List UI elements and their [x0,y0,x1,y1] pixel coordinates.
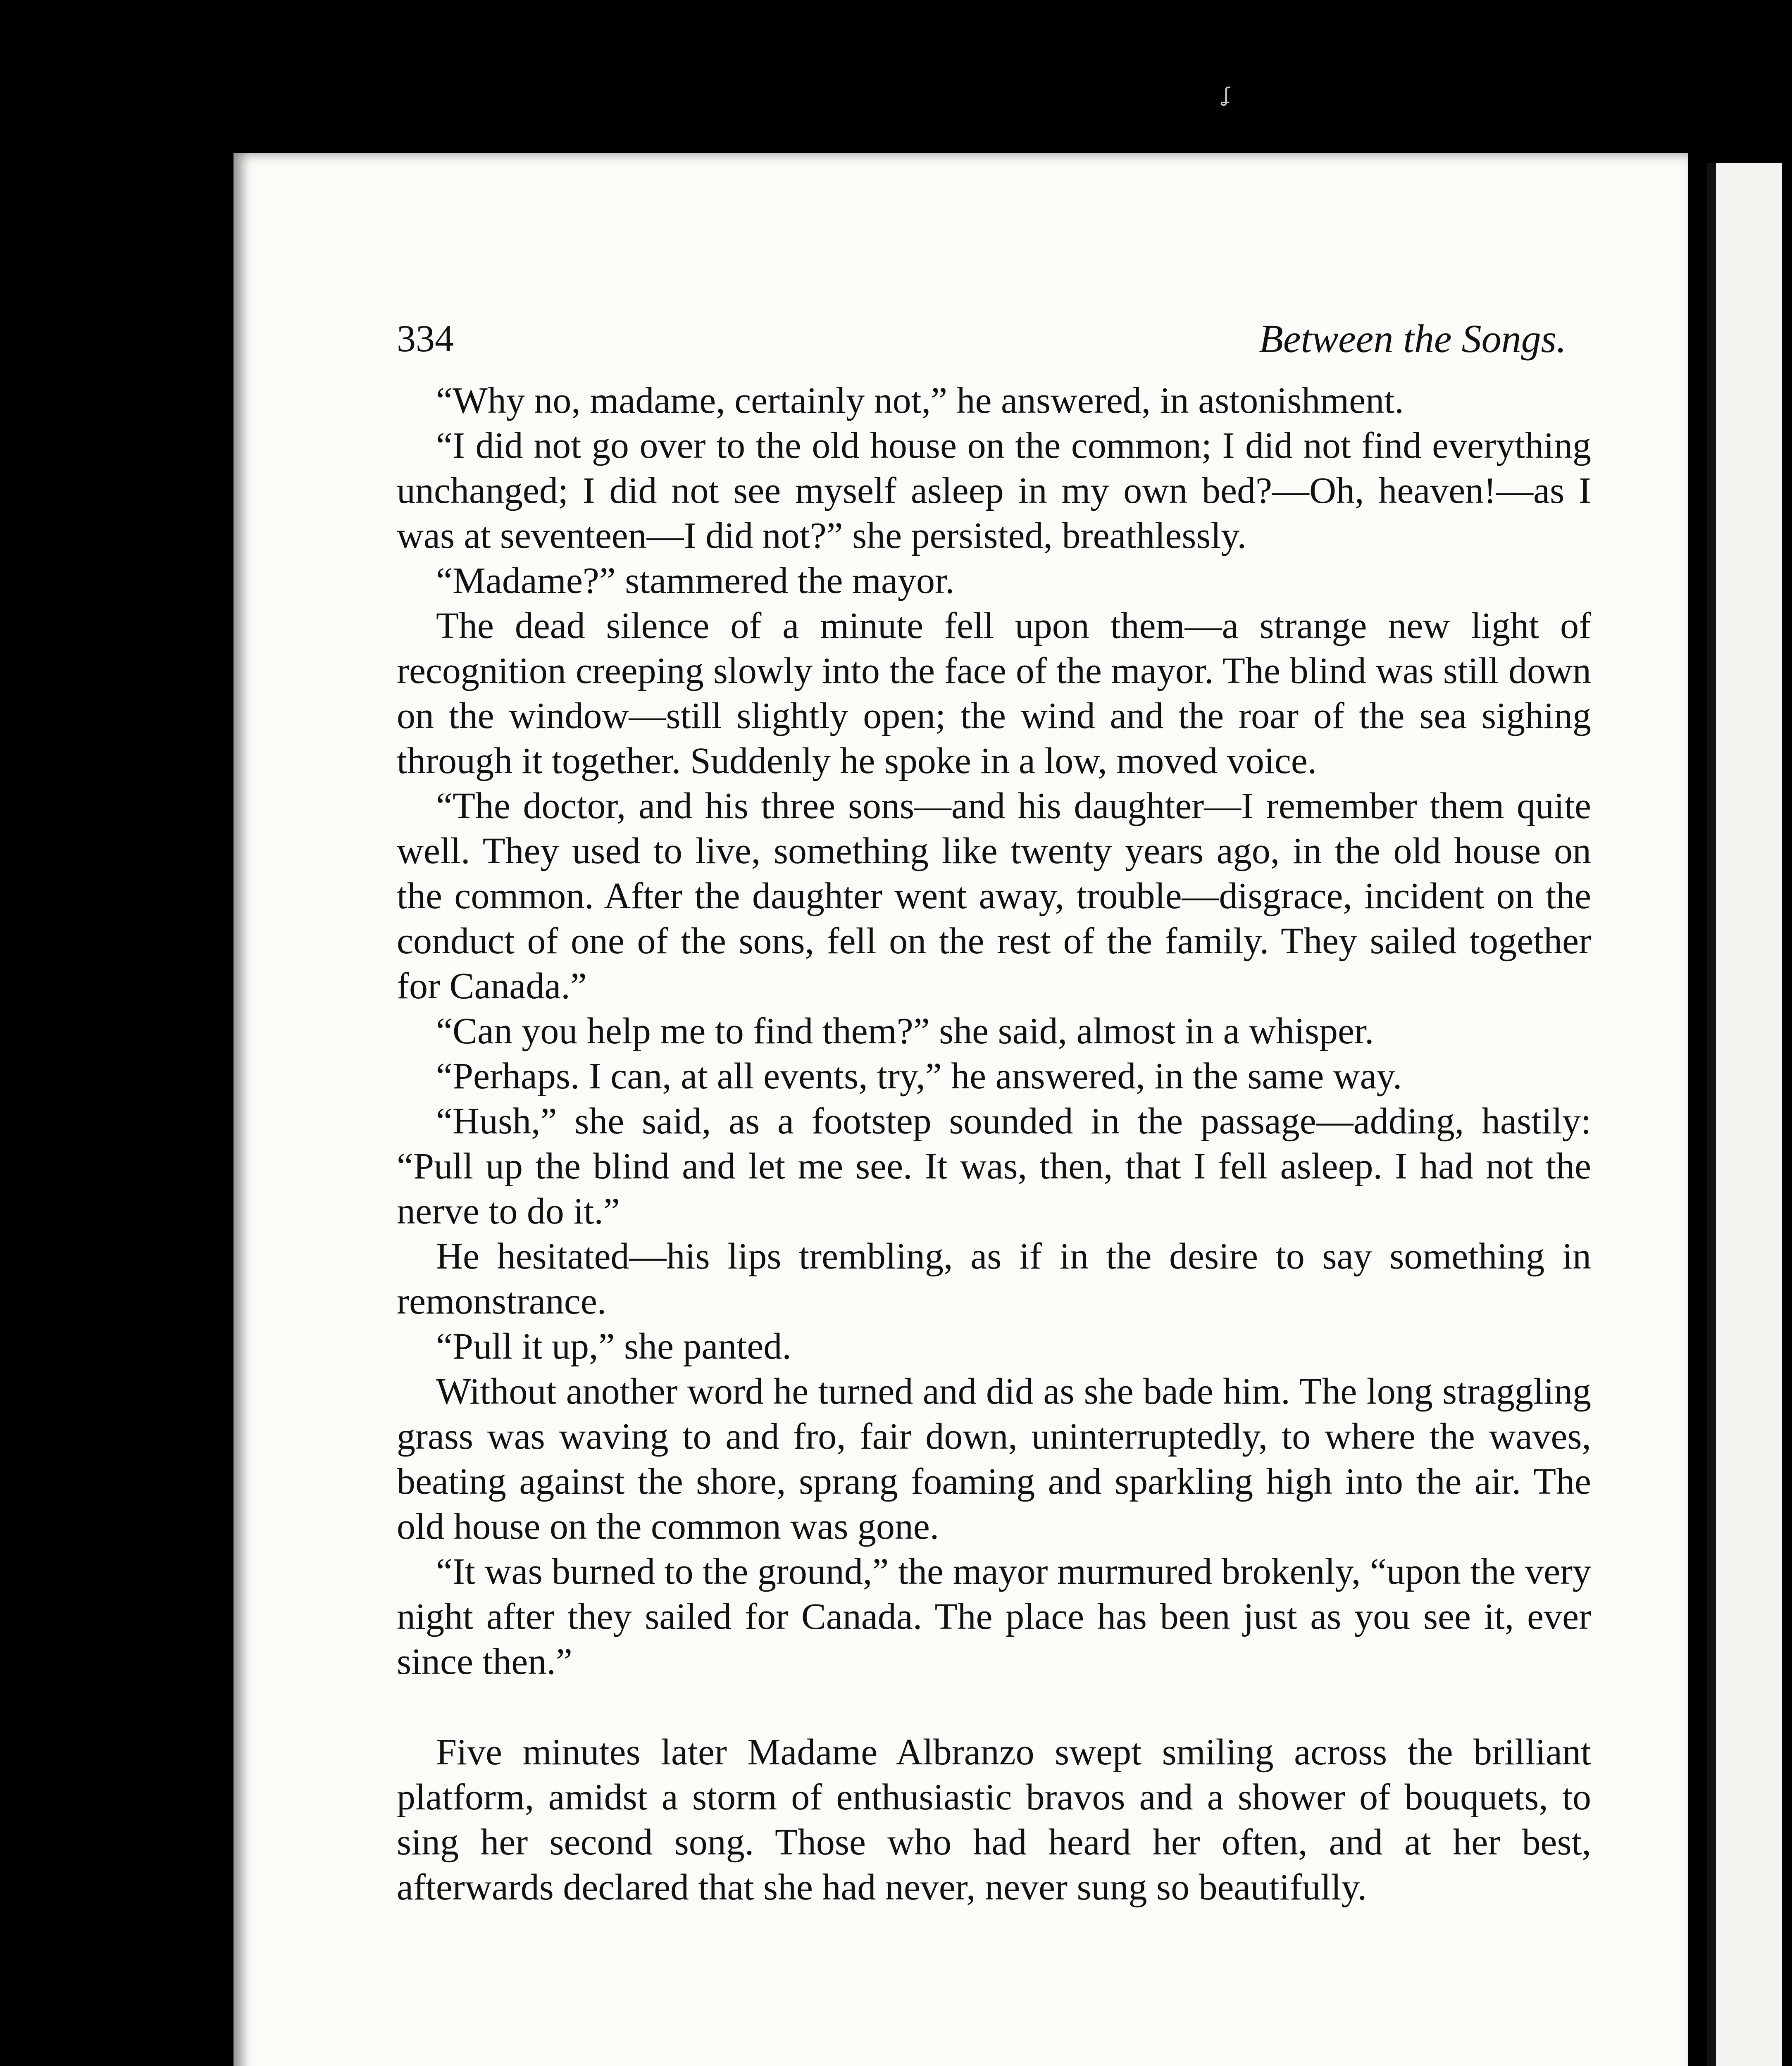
paragraph: “It was burned to the ground,” the mayor murmured brokenly, “upon the very night after they sailed for Canada. The place has been just as you see it, ever since then.” [397,1551,1591,1682]
paragraph: “Madame?” stammered the mayor. [436,560,955,601]
page-header [397,316,1591,378]
paragraph: “Can you help me to find them?” she said, almost in a whisper. [436,1011,1374,1052]
next-page-edge [1707,163,1782,2066]
page-text-block [397,316,1591,1910]
final-paragraph: Five minutes later Madame Albranzo swept smiling across the brilliant platform, amidst a storm of enthusiastic bravos and a shower of bouquets, to sing her second song. Those who had heard her often, and at her best, afterwards declared that she had never, never sung so beautifully. [397,1732,1591,1908]
running-title: Between the Songs. [1259,317,1566,361]
paragraph: “Pull it up,” she panted. [436,1326,791,1367]
paragraph: “I did not go over to the old house on the common; I did not find everything unchanged; I did not see myself asleep in my own bed?—Oh, heaven!—as I was at seventeen—I did not?” she persisted, breathlessly. [397,425,1591,556]
paragraph: He hesitated—his lips trembling, as if in the desire to say something in remonstrance. [397,1236,1591,1322]
book-page [234,153,1688,2066]
section-gap [397,1684,1591,1730]
page-number: 334 [397,317,454,359]
paragraph: Without another word he turned and did as she bade him. The long straggling grass was waving to and fro, fair down, uninterruptedly, to where the waves, beating against the shore, sprang foaming and sparkling high into the air. The old house on the common was gone. [397,1371,1591,1547]
paragraph: “Perhaps. I can, at all events, try,” he answered, in the same way. [436,1056,1402,1097]
paragraph: The dead silence of a minute fell upon them—a strange new light of recognition creeping slowly into the face of the mayor. The blind was still down on the window—still slightly open; the wind and the roar of the sea sighing through it together. Suddenly he spoke in a low, moved voice. [397,605,1591,781]
dust-speck: ʆ [1223,83,1230,107]
paragraph: “Hush,” she said, as a footstep sounded in the passage—adding, hastily: “Pull up the blind and let me see. It was, then, that I fell asleep. I had not the nerve to do it.” [397,1101,1591,1232]
paragraph: “The doctor, and his three sons—and his daughter—I remember them quite well. They used to live, something like twenty years ago, in the old house on the common. After the daughter went away, trouble—disgrace, incident on the conduct of one of the sons, fell on the rest of the family. They sailed together for Canada.” [397,785,1591,1007]
paragraph: “Why no, madame, certainly not,” he answered, in astonishment. [436,380,1404,421]
